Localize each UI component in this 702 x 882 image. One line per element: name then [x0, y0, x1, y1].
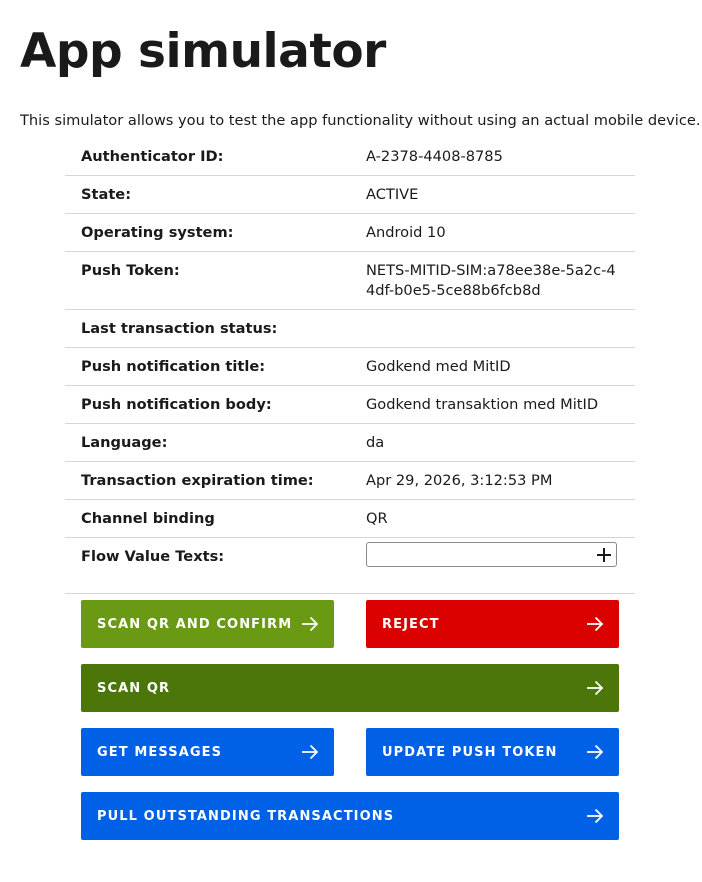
channel-binding-value: QR	[366, 500, 635, 538]
page-title: App simulator	[20, 24, 386, 79]
scan-qr-and-confirm-label: SCAN QR AND CONFIRM	[97, 616, 293, 632]
plus-icon[interactable]	[597, 548, 611, 562]
push-token-label: Push Token:	[65, 252, 366, 310]
authenticator-id-label: Authenticator ID:	[65, 138, 366, 176]
push-notification-body-label: Push notification body:	[65, 386, 366, 424]
operating-system-label: Operating system:	[65, 214, 366, 252]
scan-qr-button[interactable]	[81, 664, 619, 712]
scan-qr-label: SCAN QR	[97, 680, 171, 696]
state-label: State:	[65, 176, 366, 214]
update-push-token-label: UPDATE PUSH TOKEN	[382, 744, 558, 760]
flow-value-texts-label: Flow Value Texts:	[65, 538, 366, 594]
update-push-token-button[interactable]	[366, 728, 619, 776]
reject-button[interactable]	[366, 600, 619, 648]
push-notification-body-value: Godkend transaktion med MitID	[366, 386, 635, 424]
language-value: da	[366, 424, 635, 462]
state-value: ACTIVE	[366, 176, 635, 214]
details-row-push-notification-body	[65, 386, 635, 424]
last-transaction-status-value	[366, 310, 635, 348]
scan-qr-and-confirm-button[interactable]	[81, 600, 334, 648]
arrow-right-icon	[586, 616, 604, 632]
details-row-state	[65, 176, 635, 214]
details-row-authenticator-id	[65, 138, 635, 176]
details-row-channel-binding	[65, 500, 635, 538]
operating-system-value: Android 10	[366, 214, 635, 252]
details-row-push-notification-title	[65, 348, 635, 386]
details-row-push-token	[65, 252, 635, 310]
details-row-transaction-expiration-time	[65, 462, 635, 500]
push-token-value: NETS-MITID-SIM:a78ee38e-5a2c-44df-b0e5-5ce88b6fcb8d	[366, 252, 635, 310]
language-label: Language:	[65, 424, 366, 462]
arrow-right-icon	[586, 744, 604, 760]
pull-outstanding-transactions-label: PULL OUTSTANDING TRANSACTIONS	[97, 808, 395, 824]
pull-outstanding-transactions-button[interactable]	[81, 792, 619, 840]
arrow-right-icon	[586, 680, 604, 696]
details-row-last-transaction-status	[65, 310, 635, 348]
authenticator-id-value: A-2378-4408-8785	[366, 138, 635, 176]
page-intro: This simulator allows you to test the app functionality without using an actual mobile device.	[20, 112, 701, 129]
details-row-operating-system	[65, 214, 635, 252]
push-notification-title-value: Godkend med MitID	[366, 348, 635, 386]
details-row-flow-value-texts	[65, 538, 635, 594]
push-notification-title-label: Push notification title:	[65, 348, 366, 386]
last-transaction-status-label: Last transaction status:	[65, 310, 366, 348]
arrow-right-icon	[586, 808, 604, 824]
transaction-expiration-time-label: Transaction expiration time:	[65, 462, 366, 500]
get-messages-button[interactable]	[81, 728, 334, 776]
arrow-right-icon	[301, 616, 319, 632]
details-row-language	[65, 424, 635, 462]
get-messages-label: GET MESSAGES	[97, 744, 223, 760]
flow-value-texts-input[interactable]	[366, 542, 617, 567]
reject-label: REJECT	[382, 616, 440, 632]
arrow-right-icon	[301, 744, 319, 760]
details-table	[65, 138, 635, 594]
transaction-expiration-time-value: Apr 29, 2026, 3:12:53 PM	[366, 462, 635, 500]
channel-binding-label: Channel binding	[65, 500, 366, 538]
